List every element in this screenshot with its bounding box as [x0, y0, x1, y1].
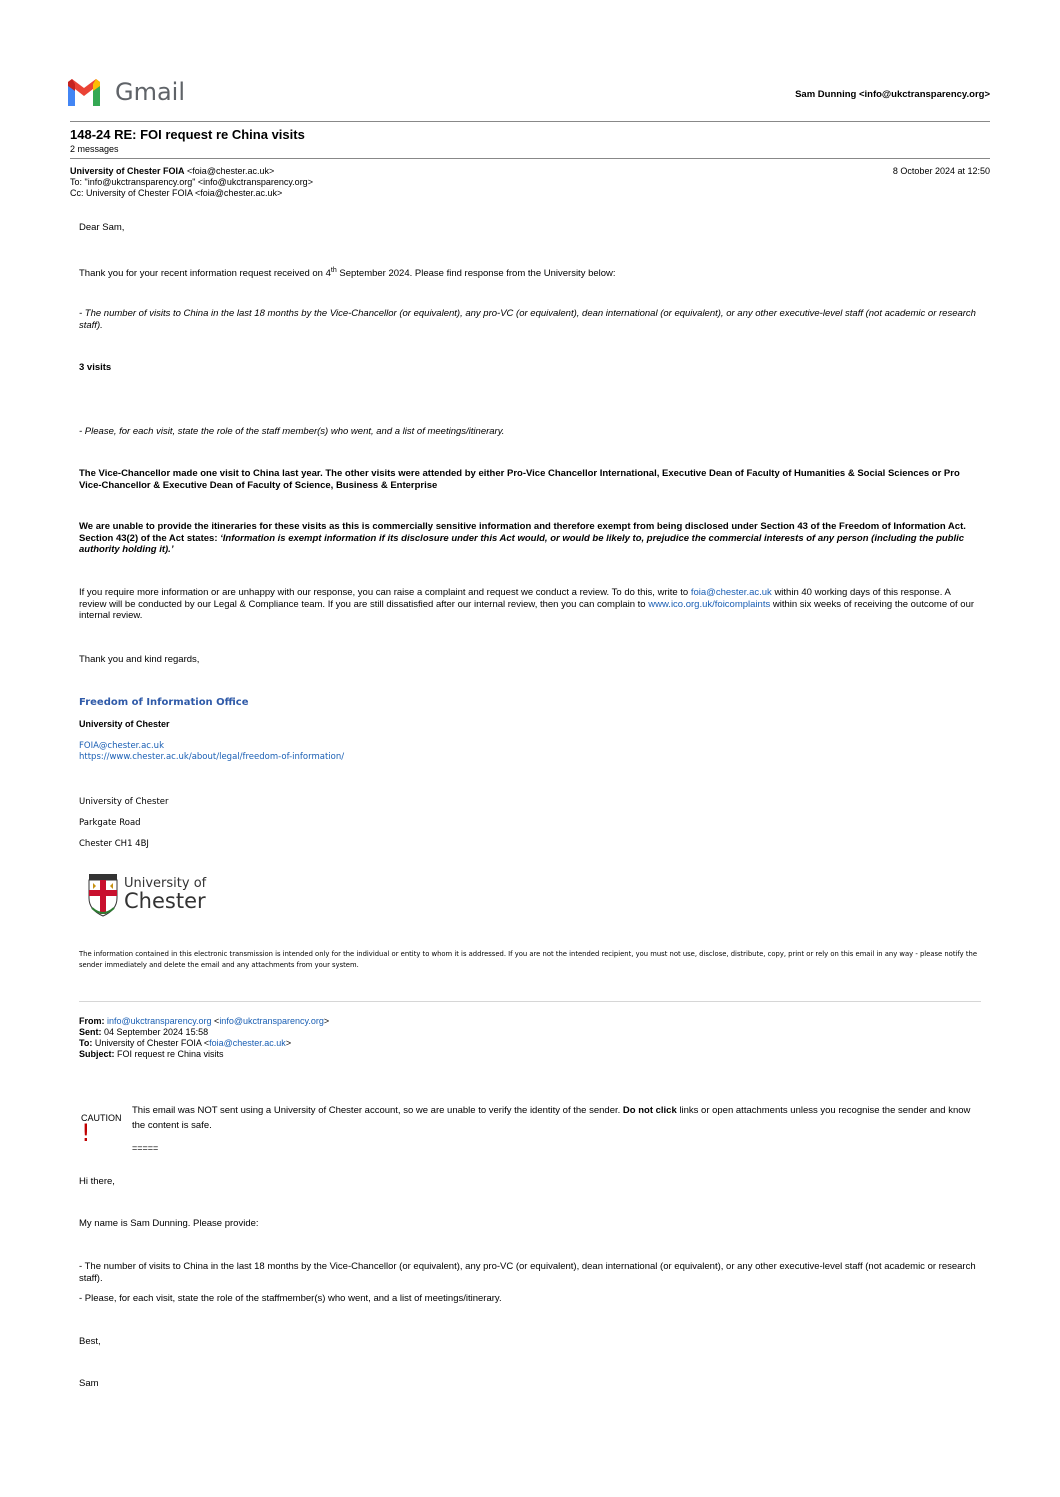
message-count: 2 messages [70, 144, 119, 154]
account-label: Sam Dunning <info@ukctransparency.org> [795, 89, 990, 100]
greeting: Dear Sam, [79, 222, 125, 233]
quoted-to [79, 1038, 291, 1048]
caution-text-2: links or open attachments unless you recognise the sender and know the content is safe. [132, 1105, 971, 1131]
signature-office: Freedom of Information Office [79, 697, 249, 708]
message-to: To: "info@ukctransparency.org" <info@ukctransparency.org> [70, 177, 313, 187]
caution-label: CAUTION [81, 1113, 122, 1123]
quoted-from-lt: < [211, 1016, 220, 1026]
signature-url-link[interactable]: https://www.chester.ac.uk/about/legal/freedom-of-information/ [79, 752, 345, 762]
university-logo [86, 872, 216, 920]
answer-3 [79, 521, 980, 556]
logo-text-line-1: University of [124, 876, 207, 891]
quoted-name: Sam [79, 1378, 99, 1389]
quoted-intro: My name is Sam Dunning. Please provide: [79, 1218, 259, 1229]
quoted-from-link[interactable]: info@ukctransparency.org [107, 1016, 212, 1026]
signature-email-link[interactable]: FOIA@chester.ac.uk [79, 741, 164, 751]
quote-divider [79, 1001, 981, 1002]
intro-text: Thank you for your recent information request received on 4 [79, 268, 331, 280]
quoted-subject-label: Subject: [79, 1049, 115, 1059]
quoted-from-label: From: [79, 1016, 105, 1026]
intro-paragraph [79, 265, 980, 280]
quoted-subject-value: FOI request re China visits [114, 1049, 224, 1059]
caution-text [132, 1104, 980, 1133]
gmail-m-icon [66, 76, 102, 108]
message-date: 8 October 2024 at 12:50 [892, 166, 990, 176]
answer-3-text: We are unable to provide the itineraries for these visits as this is commercially sensitive information and therefore exempt from being disclosed under Section 43 of the Freedom of Information Act. Section 43(2) of the Act states: [79, 521, 966, 544]
logo-text-line-2: Chester [124, 889, 206, 913]
review-text-3: within six weeks of receiving the outcome of our internal review. [79, 598, 975, 621]
disclaimer: The information contained in this electronic transmission is intended only for the individual or entity to whom it is addressed. If you are not the intended recipient, you must not use, disclose, distribute, copy, print or rely on this email in any way - please notify the sender immediately and delete the email and any attachments from your system. [79, 950, 978, 969]
caution-exclamation-icon: ! [81, 1119, 91, 1147]
quoted-to-email[interactable]: foia@chester.ac.uk [209, 1038, 286, 1048]
quoted-closing: Best, [79, 1336, 101, 1347]
review-paragraph [79, 587, 980, 622]
message-cc: Cc: University of Chester FOIA <foia@chester.ac.uk> [70, 188, 283, 198]
quoted-subject [79, 1049, 224, 1059]
address-line-3: Chester CH1 4BJ [79, 839, 149, 849]
intro-sup: th [330, 267, 337, 274]
quoted-to-gt: > [285, 1038, 292, 1048]
answer-3-quote: ‘Information is exempt information if its disclosure under this Act would, or would be likely to, prejudice the commercial interests of any person (including the public authority holding it).’ [79, 532, 965, 555]
quoted-from [79, 1016, 329, 1026]
message-from [70, 166, 274, 176]
university-shield-icon [86, 874, 120, 918]
caution-text-1: This email was NOT sent using a University of Chester account, so we are unable to verify the identity of the sender. [132, 1105, 623, 1116]
quoted-question-2: - Please, for each visit, state the role of the staffmember(s) who went, and a list of meetings/itinerary. [79, 1293, 502, 1304]
quoted-question-1: - The number of visits to China in the last 18 months by the Vice-Chancellor (or equivalent), any pro-VC (or equivalent), dean international (or equivalent), or any other executive-level staff (not academic or research staff). [79, 1261, 976, 1284]
sender-name: University of Chester FOIA [70, 166, 185, 176]
signoff: Thank you and kind regards, [79, 654, 200, 665]
answer-1: 3 visits [79, 362, 112, 373]
sender-email: <foia@chester.ac.uk> [187, 166, 275, 176]
quoted-to-name: University of Chester FOIA < [92, 1038, 210, 1048]
quoted-sent [79, 1027, 208, 1037]
caution-text-bold: Do not click [622, 1105, 677, 1116]
caution-separator: ===== [132, 1143, 159, 1153]
quoted-from-gt: > [323, 1016, 330, 1026]
signature-university: University of Chester [79, 719, 170, 729]
answer-2: The Vice-Chancellor made one visit to China last year. The other visits were attended by either Pro-Vice Chancellor International, Executive Dean of Faculty of Humanities & Social Sciences or Pro Vice-Chancellor & Executive Dean of Faculty of Science, Business & Enterprise [79, 468, 960, 491]
intro-text-2: September 2024. Please find response from the University below: [336, 268, 616, 280]
quoted-to-label: To: [79, 1038, 93, 1048]
ico-complaints-link[interactable]: www.ico.org.uk/foicomplaints [648, 598, 773, 610]
review-text-2: within 40 working days of this response. A review will be conducted by our Legal & Compliance team. If you are still dissatisfied after our internal review, then you can complain to [79, 587, 951, 610]
foia-email-link[interactable]: foia@chester.ac.uk [690, 587, 775, 598]
review-text-1: If you require more information or are unhappy with our response, you can raise a complaint and request we conduct a review. To do this, write to [79, 587, 691, 598]
thread-divider [70, 158, 990, 159]
thread-subject: 148-24 RE: FOI request re China visits [70, 127, 305, 142]
question-2: - Please, for each visit, state the role of the staff member(s) who went, and a list of meetings/itinerary. [79, 426, 505, 437]
gmail-wordmark: Gmail [115, 78, 186, 106]
quoted-sent-value: 04 September 2024 15:58 [101, 1027, 209, 1037]
question-1: - The number of visits to China in the last 18 months by the Vice-Chancellor (or equivalent), any pro-VC (or equivalent), dean international (or equivalent), or any other executive-level staff (not academic or research staff). [79, 308, 976, 331]
quoted-from-email[interactable]: info@ukctransparency.org [219, 1016, 324, 1026]
header-divider [70, 121, 990, 122]
quoted-greeting: Hi there, [79, 1176, 115, 1187]
quoted-sent-label: Sent: [79, 1027, 102, 1037]
address-line-2: Parkgate Road [79, 818, 141, 828]
address-line-1: University of Chester [79, 797, 169, 807]
gmail-logo[interactable] [66, 76, 186, 110]
